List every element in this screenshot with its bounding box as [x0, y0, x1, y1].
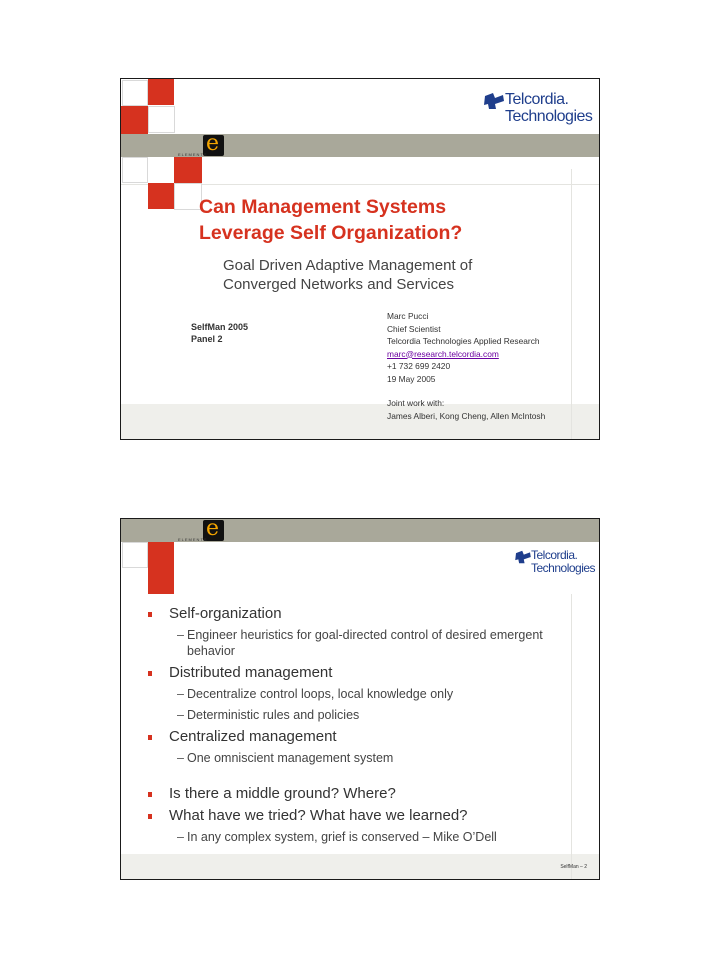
slide-subtitle: Goal Driven Adaptive Management of Converged Networks and Services	[223, 257, 473, 293]
date: 19 May 2005	[387, 373, 436, 384]
contact-block	[387, 310, 545, 422]
decor-square-red	[148, 79, 174, 105]
sub-bullet: – In any complex system, grief is conserved – Mike O’Dell	[177, 830, 497, 844]
elements-caption: ELEMENTS	[178, 537, 208, 542]
elements-logo: e	[203, 520, 224, 541]
event-info: SelfMan 2005 Panel 2	[191, 322, 249, 344]
joint-names: James Alberi, Kong Cheng, Allen McIntosh	[387, 410, 546, 421]
slide-1	[120, 78, 600, 440]
bullet-item: Is there a middle ground? Where?	[147, 785, 587, 803]
presenter-role: Chief Scientist	[387, 323, 441, 334]
decor-square-red	[148, 568, 174, 594]
decor-square-red	[148, 183, 174, 209]
slide-title: Can Management Systems Leverage Self Organization?	[199, 196, 463, 244]
decor-square-outline	[122, 157, 148, 183]
telcordia-logo: Telcordia. Technologies	[483, 89, 598, 129]
sub-bullet: – One omniscient management system	[177, 751, 394, 765]
decor-square-outline	[122, 542, 148, 568]
decor-square-outline	[174, 183, 202, 210]
elements-caption: ELEMENTS	[178, 152, 208, 157]
joint-label: Joint work with:	[387, 398, 445, 408]
page-number: SelfMan – 2	[560, 864, 587, 870]
decor-square-outline	[148, 106, 175, 133]
presenter-org: Telcordia Technologies Applied Research	[387, 336, 540, 346]
bullet-item: Centralized management	[147, 728, 587, 746]
bullet-item: Self-organization	[147, 605, 587, 623]
phone: +1 732 699 2420	[387, 361, 451, 371]
bullet-list	[147, 605, 587, 850]
sub-bullet: – Decentralize control loops, local knowledge only	[177, 687, 454, 701]
decor-square-red	[148, 542, 174, 568]
slide-2	[120, 518, 600, 880]
decor-square-red	[174, 157, 202, 184]
elements-logo: e	[203, 135, 224, 156]
sub-bullet: – Engineer heuristics for goal-directed control of desired emergent behavior	[177, 628, 543, 658]
decor-square-outline	[122, 80, 148, 106]
telcordia-logo: Telcordia. Technologies	[514, 547, 599, 577]
sub-bullet: – Deterministic rules and policies	[177, 708, 360, 722]
footer-band	[121, 854, 599, 880]
telcordia-mark-icon	[483, 92, 505, 110]
bullet-item: What have we tried? What have we learned?	[147, 807, 587, 825]
telcordia-mark-icon	[514, 550, 532, 564]
decor-square-red	[121, 106, 148, 134]
presenter-name: Marc Pucci	[387, 311, 429, 321]
email-link[interactable]: marc@research.telcordia.com	[387, 348, 499, 359]
bullet-item: Distributed management	[147, 664, 587, 682]
